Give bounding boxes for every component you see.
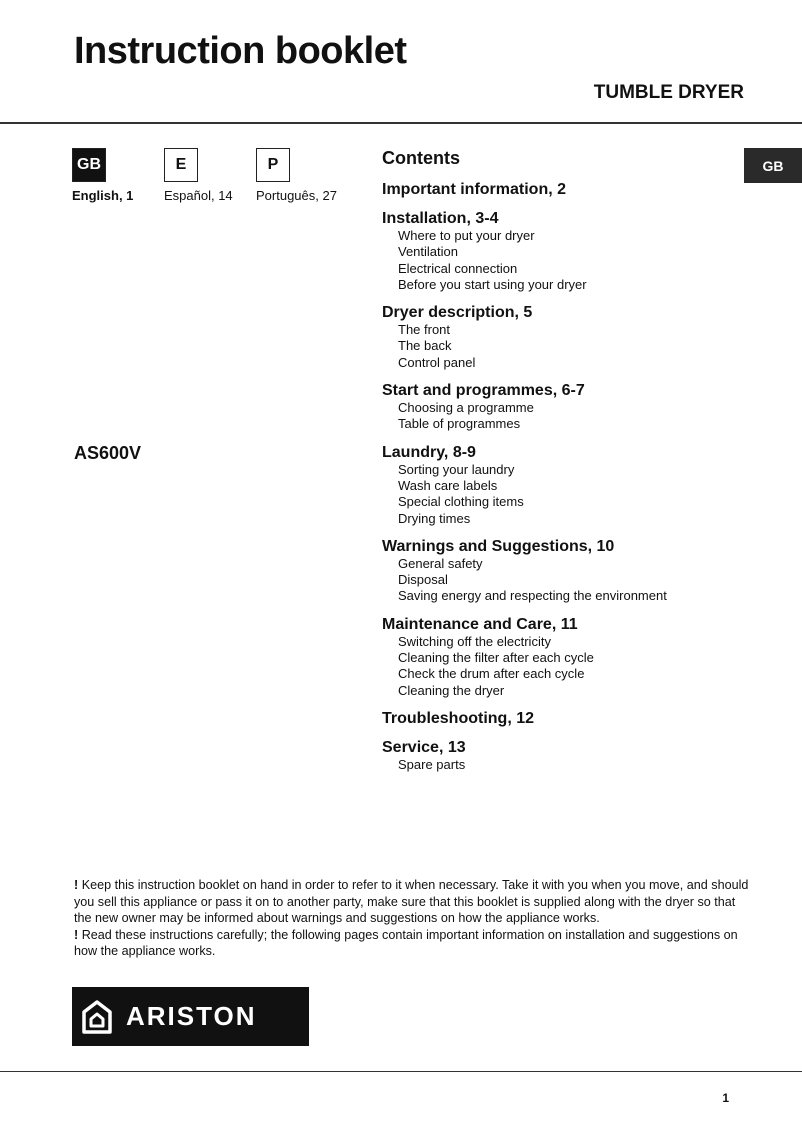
section-items [382, 322, 742, 371]
language-code-box: P [256, 148, 290, 182]
section-item[interactable]: Disposal [398, 572, 448, 588]
section-item[interactable]: Choosing a programme [398, 400, 534, 416]
ariston-logo [72, 987, 309, 1046]
language-code-box: GB [72, 148, 106, 182]
model-number: AS600V [74, 443, 142, 463]
section-items [382, 634, 742, 699]
section-item[interactable]: Drying times [398, 510, 471, 526]
contents-section [382, 710, 742, 728]
section-heading[interactable]: Installation, 3-4 [382, 210, 499, 227]
section-item[interactable]: Before you start using your dryer [398, 276, 587, 292]
header-divider [0, 122, 802, 124]
section-item[interactable]: The front [398, 322, 451, 338]
product-type: TUMBLE DRYER [593, 82, 744, 103]
note-2 [74, 927, 749, 960]
section-item[interactable]: Ventilation [398, 244, 458, 260]
notes [74, 877, 749, 960]
section-heading[interactable]: Laundry, 8-9 [382, 443, 476, 461]
language-side-tab: GB [744, 148, 802, 183]
contents-section [382, 304, 742, 371]
section-heading[interactable]: Warnings and Suggestions, 10 [382, 537, 615, 555]
section-item[interactable]: Cleaning the filter after each cycle [398, 650, 594, 666]
section-item[interactable]: Table of programmes [398, 416, 521, 432]
contents-section [382, 739, 742, 773]
language-label: English, 1 [72, 188, 134, 203]
section-items [382, 556, 742, 605]
contents-section [382, 210, 742, 293]
section-item[interactable]: Cleaning the dryer [398, 682, 505, 698]
section-item[interactable]: Special clothing items [398, 494, 524, 510]
section-heading[interactable]: Service, 13 [382, 738, 466, 756]
note-text: Keep this instruction booklet on hand in order to refer to it when necessary. Take it with you when you move, and should you sell this appliance or pass it on to another party, make sure that this booklet is supplied along with the dryer so that the new owner may be informed about warnings and suggestions on how the appliance works. [74, 878, 749, 925]
contents-section [382, 616, 742, 699]
contents-sections [382, 181, 742, 773]
section-item[interactable]: The back [398, 338, 452, 354]
language-code-box: E [164, 148, 198, 182]
language-label: Português, 27 [256, 188, 337, 203]
contents-section [382, 444, 742, 527]
language-gb[interactable] [72, 148, 133, 203]
section-item[interactable]: Where to put your dryer [398, 228, 535, 243]
language-e[interactable] [164, 148, 233, 203]
section-item[interactable]: General safety [398, 555, 483, 571]
section-heading[interactable]: Maintenance and Care, 11 [382, 615, 578, 633]
contents-title: Contents [382, 148, 460, 168]
note-1 [74, 877, 749, 927]
section-item[interactable]: Sorting your laundry [398, 461, 515, 477]
section-heading[interactable]: Dryer description, 5 [382, 304, 533, 322]
contents-section [382, 538, 742, 605]
section-items [382, 400, 742, 433]
section-item[interactable]: Saving energy and respecting the environment [398, 588, 667, 604]
section-item[interactable]: Switching off the electricity [398, 633, 551, 649]
language-p[interactable] [256, 148, 337, 203]
section-heading[interactable]: Troubleshooting, 12 [382, 709, 535, 727]
section-heading[interactable]: Important information, 2 [382, 181, 566, 198]
warning-mark: ! [74, 878, 79, 892]
contents-section [382, 181, 742, 199]
section-items [382, 462, 742, 527]
house-icon [82, 1000, 112, 1034]
section-item[interactable]: Spare parts [398, 756, 466, 772]
section-item[interactable]: Control panel [398, 354, 476, 370]
section-item[interactable]: Check the drum after each cycle [398, 666, 585, 682]
section-item[interactable]: Wash care labels [398, 477, 498, 493]
section-items [382, 228, 742, 293]
footer-divider [0, 1071, 802, 1072]
language-label: Español, 14 [164, 188, 233, 203]
contents-section [382, 382, 742, 433]
page-number: 1 [722, 1091, 729, 1105]
booklet-title: Instruction booklet [74, 30, 407, 72]
section-item[interactable]: Electrical connection [398, 260, 518, 276]
warning-mark: ! [74, 927, 79, 942]
section-heading[interactable]: Start and programmes, 6-7 [382, 382, 585, 400]
note-text: Read these instructions carefully; the following pages contain important information on installation and suggestions on how the appliance works. [74, 927, 738, 958]
section-items [382, 757, 742, 773]
logo-text: ARISTON [126, 1001, 257, 1031]
table-of-contents [382, 148, 742, 784]
